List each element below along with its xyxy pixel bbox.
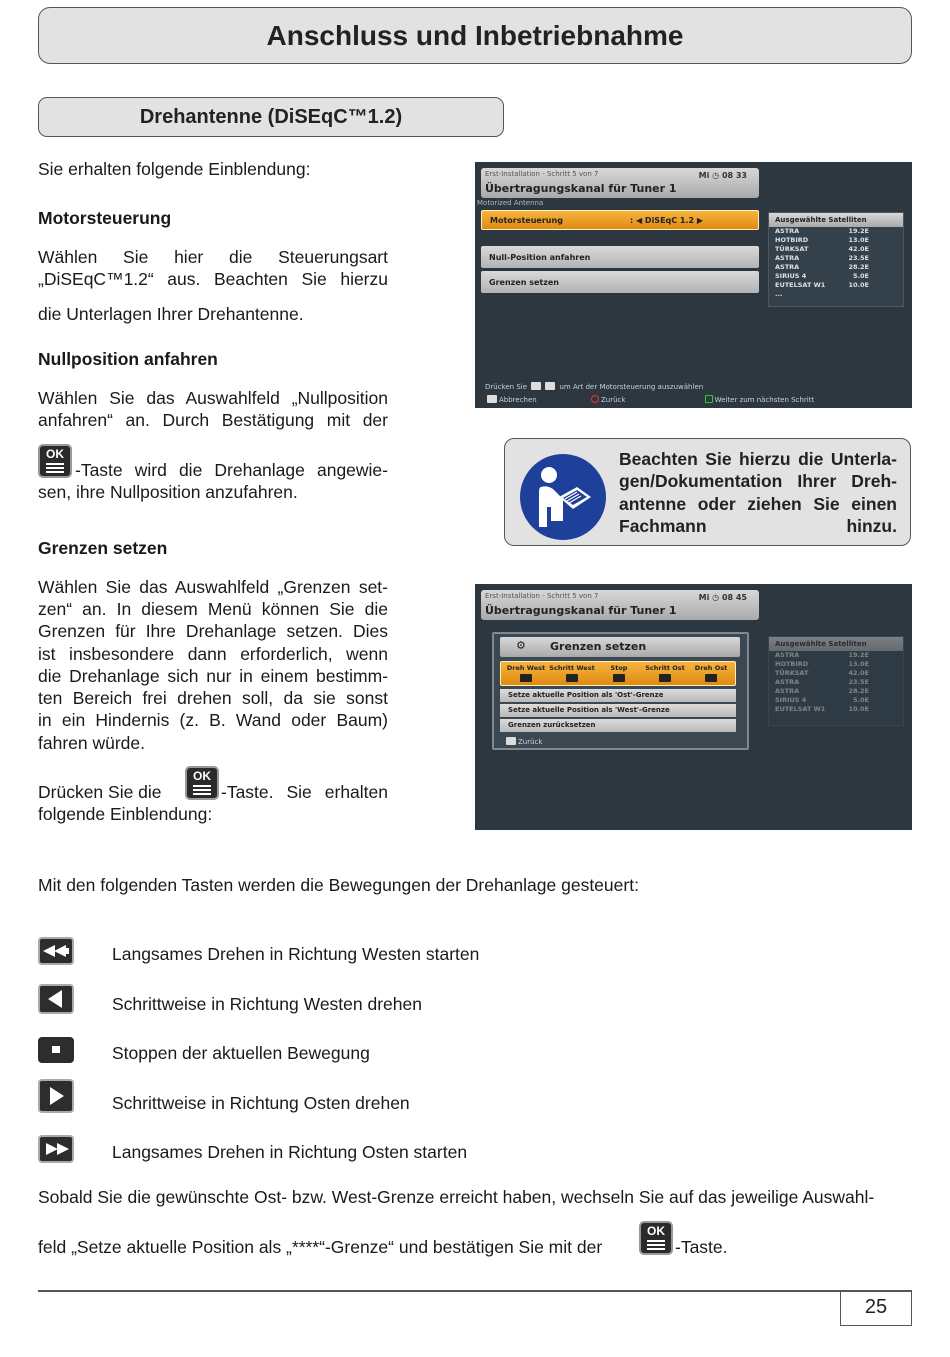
control-label: Schrittweise in Richtung Westen drehen xyxy=(112,994,422,1014)
tv-screenshot-motor-setup xyxy=(475,162,912,408)
stop-icon xyxy=(38,1037,74,1063)
motor-control-value[interactable]: : ◀ DiSEqC 1.2 ▶ xyxy=(630,215,704,225)
nullpos-line-1: Wählen Sie das Auswahlfeld „Nullposition xyxy=(38,388,388,408)
ok-key-icon xyxy=(38,444,72,478)
set-east-limit-option[interactable]: Setze aktuelle Position als 'Ost'-Grenze xyxy=(500,689,736,702)
final-line-2-before: feld „Setze aktuelle Position als „****“-Grenze“ und bestätigen Sie mit der xyxy=(38,1237,603,1257)
screen-title: Übertragungskanal für Tuner 1 xyxy=(485,604,677,617)
ok-key-label: OK xyxy=(647,1224,665,1238)
ok-key-icon xyxy=(639,1221,673,1255)
limits-line: ten Bereich frei drehen soll, da sie sonst xyxy=(38,688,388,708)
satellite-row: ... xyxy=(775,290,783,298)
screen-title-bar xyxy=(481,590,759,620)
null-position-button[interactable]: Null-Position anfahren xyxy=(481,246,759,268)
motor-heading: Motorsteuerung xyxy=(38,208,172,228)
screen-footer: Abbrechen Zurück Weiter zum nächsten Schritt xyxy=(485,395,905,404)
press-text-before: Drücken Sie die xyxy=(38,782,162,802)
nullpos-heading: Nullposition anfahren xyxy=(38,349,218,369)
satellite-row: TÜRKSAT 42.0E xyxy=(775,669,869,677)
controls-intro: Mit den folgenden Tasten werden die Bewegungen der Drehanlage gesteuert: xyxy=(38,875,639,895)
screen-clock: Mi ◷ 08 45 xyxy=(698,593,747,602)
control-label: Stoppen der aktuellen Bewegung xyxy=(112,1043,370,1063)
satellite-row: TÜRKSAT 42.0E xyxy=(775,245,869,253)
limits-line: in ein Hindernis (z. B. Wand oder Baum) xyxy=(38,710,388,730)
read-manual-icon xyxy=(519,453,607,541)
motor-control-row[interactable] xyxy=(481,210,759,230)
rewind-icon xyxy=(38,937,74,965)
chapter-title: Anschluss und Inbetriebnahme xyxy=(266,19,684,51)
key-west-drive[interactable]: Dreh West xyxy=(503,664,549,682)
left-key-icon xyxy=(531,382,541,390)
gear-icon: ⚙ xyxy=(516,639,526,652)
final-line-1: Sobald Sie die gewünschte Ost- bzw. West-Grenze erreicht haben, wechseln Sie auf das jeweilige Auswahl- xyxy=(38,1187,875,1207)
satellite-row: ASTRA 19.2E xyxy=(775,227,869,235)
limits-line: Grenzen für Ihre Drehanlage setzen. Dies xyxy=(38,621,388,641)
nullpos-line-4: sen, ihre Nullposition anzufahren. xyxy=(38,482,298,502)
set-west-limit-option[interactable]: Setze aktuelle Position als 'West'-Grenze xyxy=(500,704,736,717)
key-west-step[interactable]: Schritt West xyxy=(549,664,595,682)
screen-breadcrumb: Erst-Installation - Schritt 5 von 7 xyxy=(485,170,599,178)
press-text-line-2: folgende Einblendung: xyxy=(38,804,213,824)
intro-text: Sie erhalten folgende Einblendung: xyxy=(38,159,311,179)
footer-rule xyxy=(38,1290,912,1292)
motor-control-label: Motorsteuerung xyxy=(490,215,563,225)
dialog-title: Grenzen setzen xyxy=(550,640,647,653)
satellite-row: HOTBIRD 13.0E xyxy=(775,236,869,244)
limits-heading: Grenzen setzen xyxy=(38,538,168,558)
screen-clock: Mi ◷ 08 33 xyxy=(698,171,747,180)
screen-title: Übertragungskanal für Tuner 1 xyxy=(485,182,677,195)
set-limits-button[interactable]: Grenzen setzen xyxy=(481,271,759,293)
control-label: Schrittweise in Richtung Osten drehen xyxy=(112,1093,410,1113)
screen-subheader: Motorized Antenna xyxy=(477,199,544,207)
key-east-drive[interactable]: Dreh Ost xyxy=(688,664,734,682)
section-header xyxy=(38,97,504,137)
note-box xyxy=(504,438,911,546)
nullpos-line-3: -Taste wird die Drehanlage angewie- xyxy=(75,460,388,480)
motor-line-1: Wählen Sie hier die Steuerungsart xyxy=(38,247,388,267)
satellite-list-panel xyxy=(768,636,904,726)
satellite-row: EUTELSAT W1 10.0E xyxy=(775,705,869,713)
note-text: Beachten Sie hierzu die Unterla-gen/Dokumentation Ihrer Dreh-antenne oder ziehen Sie einen Fachmann hinzu. xyxy=(619,449,897,536)
step-right-icon xyxy=(38,1079,74,1113)
motor-line-3: die Unterlagen Ihrer Drehantenne. xyxy=(38,304,304,324)
red-key-icon xyxy=(591,395,599,403)
back-key-icon xyxy=(487,395,497,403)
satellite-row: ASTRA 23.5E xyxy=(775,678,869,686)
reset-limits-option[interactable]: Grenzen zurücksetzen xyxy=(500,719,736,732)
screen-title-bar xyxy=(481,168,759,198)
control-label: Langsames Drehen in Richtung Westen starten xyxy=(112,944,480,964)
satellite-row: ASTRA 23.5E xyxy=(775,254,869,262)
satellite-row: SIRIUS 4 5.0E xyxy=(775,696,869,704)
satellite-row: ASTRA 28.2E xyxy=(775,263,869,271)
tv-screenshot-set-limits xyxy=(475,584,912,830)
set-limits-dialog xyxy=(492,632,749,750)
ok-key-icon xyxy=(185,766,219,800)
step-left-icon xyxy=(38,984,74,1014)
satellite-list-header: Ausgewählte Satelliten xyxy=(769,637,903,651)
satellite-row: HOTBIRD 13.0E xyxy=(775,660,869,668)
screen-breadcrumb: Erst-Installation - Schritt 5 von 7 xyxy=(485,592,599,600)
dialog-back[interactable]: Zurück xyxy=(504,737,542,746)
screen-hint: Drücken Sie um Art der Motorsteuerung auszuwählen xyxy=(485,383,704,391)
limits-line: Wählen Sie das Auswahlfeld „Grenzen set- xyxy=(38,577,388,597)
key-east-step[interactable]: Schritt Ost xyxy=(642,664,688,682)
satellite-list-panel xyxy=(768,212,904,307)
press-text-after: -Taste. Sie erhalten xyxy=(221,782,388,802)
fast-forward-icon xyxy=(38,1135,74,1163)
dialog-header xyxy=(500,637,740,657)
right-key-icon xyxy=(545,382,555,390)
key-stop[interactable]: Stop xyxy=(596,664,642,682)
green-key-icon xyxy=(705,395,713,403)
nullpos-line-2: anfahren“ an. Durch Bestätigung mit der xyxy=(38,410,388,430)
satellite-row: EUTELSAT W1 10.0E xyxy=(775,281,869,289)
motor-line-2: „DiSEqC™1.2“ aus. Beachten Sie hierzu xyxy=(38,269,388,289)
limits-line: zen“ an. In diesem Menü können Sie die xyxy=(38,599,388,619)
control-label: Langsames Drehen in Richtung Osten starten xyxy=(112,1142,468,1162)
limits-line: fahren würde. xyxy=(38,733,146,753)
limits-line: ist insbesondere dann erforderlich, wenn xyxy=(38,644,388,664)
final-line-2-after: -Taste. xyxy=(675,1237,728,1257)
satellite-row: ASTRA 19.2E xyxy=(775,651,869,659)
satellite-row: SIRIUS 4 5.0E xyxy=(775,272,869,280)
ok-key-label: OK xyxy=(193,769,211,783)
chapter-header xyxy=(38,7,912,64)
limits-line: die Drehanlage sich nur in einem bestimm- xyxy=(38,666,388,686)
satellite-row: ASTRA 28.2E xyxy=(775,687,869,695)
movement-key-strip xyxy=(500,661,736,686)
back-key-icon xyxy=(506,737,516,745)
section-title: Drehantenne (DiSEqC™1.2) xyxy=(139,105,403,128)
page-number: 25 xyxy=(840,1290,912,1326)
satellite-list-header: Ausgewählte Satelliten xyxy=(769,213,903,227)
ok-key-label: OK xyxy=(46,447,64,461)
